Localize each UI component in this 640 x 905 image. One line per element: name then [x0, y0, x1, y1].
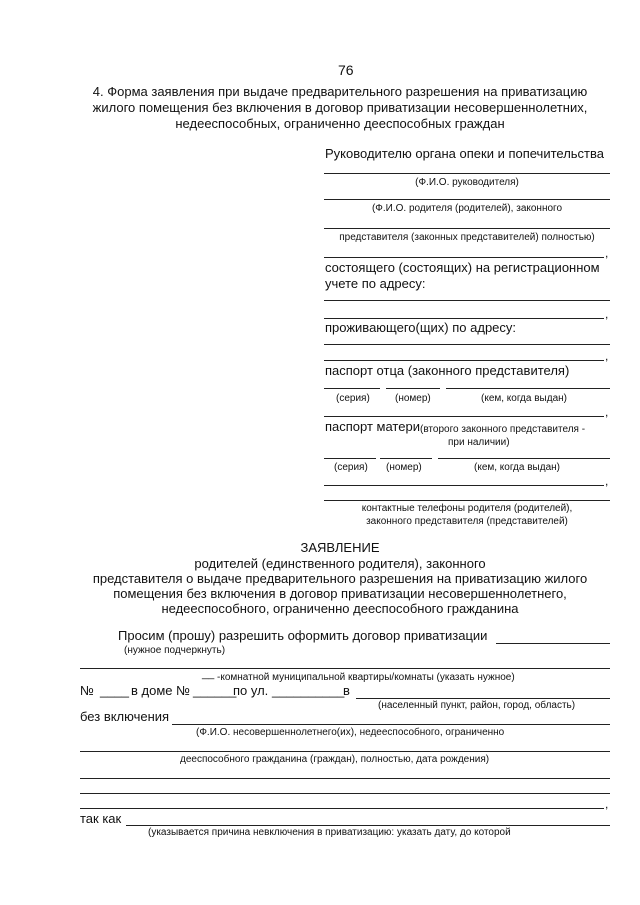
mother-passport-note: (второго законного представителя - [420, 424, 586, 435]
mother-passport-line-2 [324, 485, 604, 486]
father-series-line [324, 388, 380, 389]
street-blank: __________ [272, 683, 345, 698]
form-heading-line-3: недееспособных, ограниченно дееспособных граждан [175, 116, 505, 131]
house-label: в доме № [131, 683, 191, 698]
rooms-hint: -комнатной муниципальной квартиры/комнаты (указать нужное) [217, 672, 515, 683]
father-passport-label: паспорт отца (законного представителя) [325, 363, 570, 378]
without-line [172, 724, 610, 725]
registered-address-line-2 [324, 318, 604, 319]
phones-hint-2: законного представителя (представителей) [366, 516, 568, 527]
head-fio-hint: (Ф.И.О. руководителя) [415, 177, 519, 188]
mother-series-line [324, 458, 376, 459]
form-heading-line-2: жилого помещения без включения в договор приватизации несовершеннолетних, [92, 100, 588, 115]
mother-number-line [380, 458, 432, 459]
head-fio-line [324, 173, 610, 174]
mother-passport-label: паспорт матери [325, 419, 420, 434]
parent-fio-hint: (Ф.И.О. родителя (родителей), законного [371, 203, 563, 214]
comma: , [605, 474, 609, 488]
reason-hint: (указывается причина невключения в приватизацию: указать дату, до которой [148, 827, 511, 838]
minor-line-4 [80, 793, 610, 794]
phones-line [324, 500, 610, 501]
living-address-label: проживающего(щих) по адресу: [325, 320, 517, 335]
father-series-hint: (серия) [336, 393, 370, 404]
because-label: так как [80, 811, 122, 826]
father-passport-line-2 [324, 416, 604, 417]
minor-line-5 [80, 808, 604, 809]
minor-fio-hint-2: дееспособного гражданина (граждан), полностью, дата рождения) [180, 754, 490, 765]
apartment-no-blank: ____ [100, 683, 129, 698]
comma: , [605, 405, 609, 419]
comma: , [605, 307, 609, 321]
in-label: в [343, 683, 350, 698]
request-line [496, 643, 610, 644]
because-line [126, 825, 610, 826]
locality-line [356, 698, 610, 699]
mother-issued-hint: (кем, когда выдан) [474, 462, 560, 473]
rooms-blank: __ [202, 668, 215, 680]
father-issued-hint: (кем, когда выдан) [481, 393, 567, 404]
parent-fio-line-2 [324, 228, 610, 229]
registered-label-2: учете по адресу: [325, 276, 426, 291]
address-line-1 [80, 668, 610, 669]
parent-fio-line-3 [324, 257, 604, 258]
page-number: 76 [338, 62, 354, 78]
form-heading-line-1: 4. Форма заявления при выдаче предварительного разрешения на приватизацию [92, 84, 588, 99]
comma: , [605, 349, 609, 363]
statement-subtitle-1: родителей (единственного родителя), законного [194, 556, 486, 571]
without-label: без включения [80, 709, 170, 724]
minor-line-2 [80, 751, 610, 752]
locality-hint: (населенный пункт, район, город, область) [378, 700, 576, 711]
father-number-line [386, 388, 440, 389]
parent-fio-hint-2: представителя (законных представителей) полностью) [339, 232, 595, 243]
comma: , [605, 797, 609, 811]
apartment-no-label: № [80, 683, 94, 698]
mother-passport-note-2: при наличии) [448, 437, 510, 448]
minor-fio-hint: (Ф.И.О. несовершеннолетнего(их), недееспособного, ограниченно [196, 727, 505, 738]
mother-series-hint: (серия) [334, 462, 368, 473]
father-issued-line [446, 388, 610, 389]
statement-subtitle-2: представителя о выдаче предварительного разрешения на приватизацию жилого [92, 571, 588, 586]
comma: , [605, 246, 609, 260]
minor-line-3 [80, 778, 610, 779]
living-address-line-2 [324, 360, 604, 361]
request-hint: (нужное подчеркнуть) [124, 645, 226, 656]
statement-title: ЗАЯВЛЕНИЕ [300, 540, 380, 555]
registered-address-line [324, 300, 610, 301]
request-text: Просим (прошу) разрешить оформить договор приватизации [118, 628, 488, 643]
statement-subtitle-4: недееспособного, ограниченно дееспособного гражданина [161, 601, 519, 616]
phones-hint: контактные телефоны родителя (родителей), [361, 503, 573, 514]
registered-label: состоящего (состоящих) на регистрационном [325, 260, 600, 275]
street-label: по ул. [233, 683, 269, 698]
mother-issued-line [438, 458, 610, 459]
father-number-hint: (номер) [395, 393, 431, 404]
parent-fio-line [324, 199, 610, 200]
house-blank: ______ [193, 683, 237, 698]
addressee-title: Руководителю органа опеки и попечительства [325, 146, 604, 161]
mother-number-hint: (номер) [386, 462, 422, 473]
living-address-line [324, 344, 610, 345]
statement-subtitle-3: помещения без включения в договор приватизации несовершеннолетнего, [113, 586, 567, 601]
